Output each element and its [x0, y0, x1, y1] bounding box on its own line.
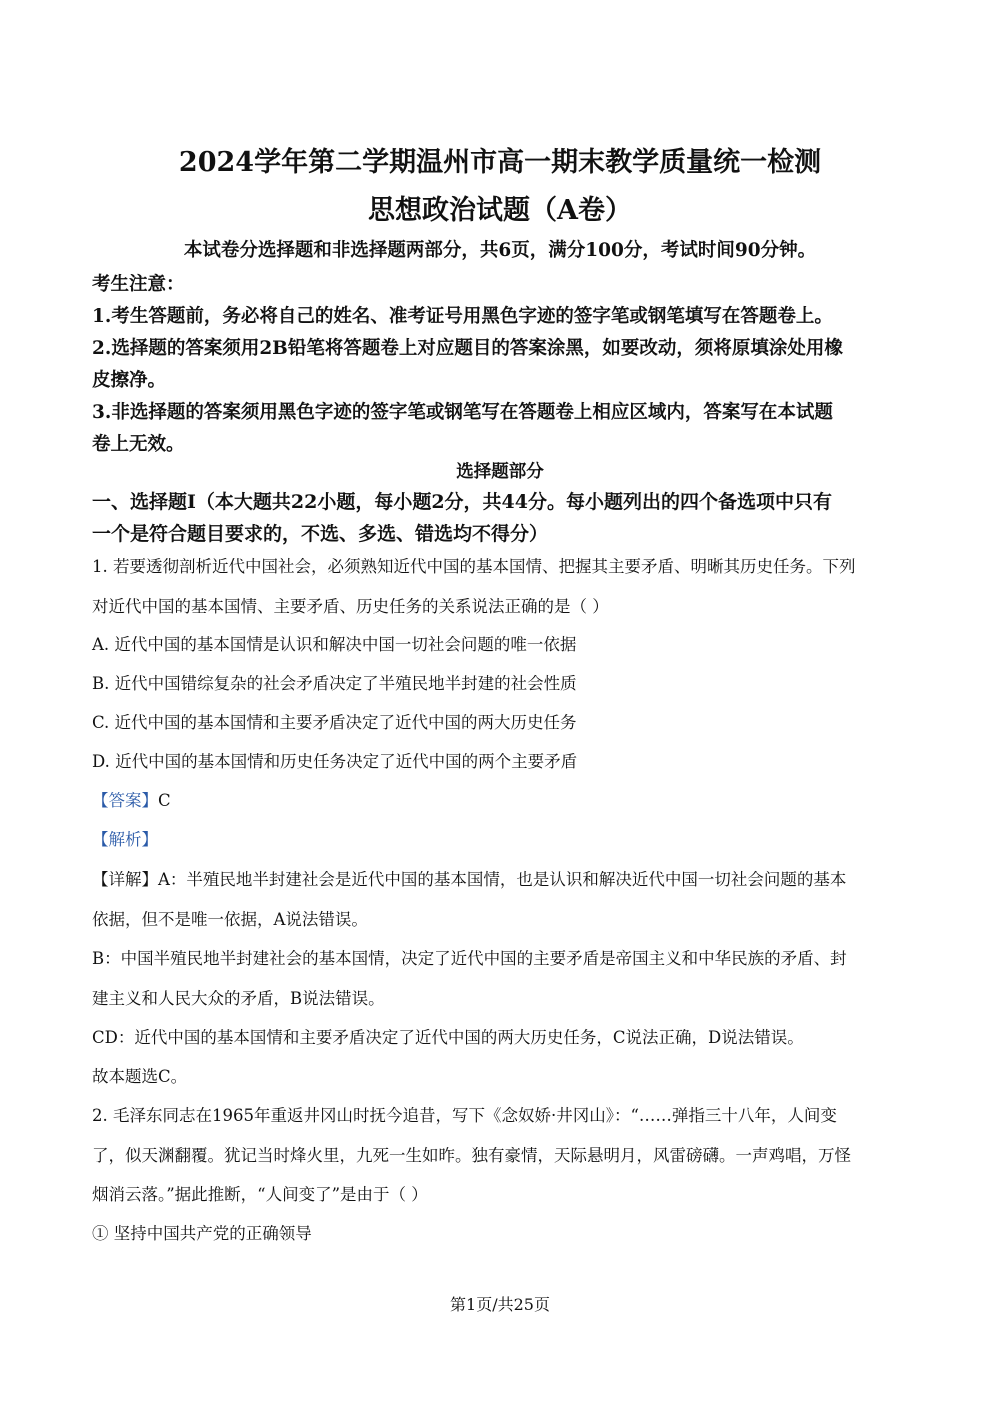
exam-title: 2024学年第二学期温州市高一期末教学质量统一检测 [178, 147, 822, 178]
exam-subtitle: 思想政治试题（A卷） [368, 195, 632, 226]
answer-tag: 【答案】 [92, 791, 158, 810]
answer-value: C [158, 791, 171, 810]
notice-line: 皮擦净。 [92, 370, 167, 391]
answer-line [92, 787, 171, 811]
detail-line: B：中国半殖民地半封建社会的基本国情，决定了近代中国的主要矛盾是帝国主义和中华民族的矛盾、封 [92, 949, 847, 968]
question-2-stem: 2. 毛泽东同志在1965年重返井冈山时抚今追昔，写下《念奴娇·井冈山》：“……弹指三十八年，人间变 [92, 1106, 837, 1125]
question-2-stem: 了，似天渊翻覆。犹记当时烽火里，九死一生如昨。独有豪情，天际悬明月，风雷磅礴。一声鸡唱，万怪 [92, 1146, 851, 1165]
detail-text: A：半殖民地半封建社会是近代中国的基本国情，也是认识和解决近代中国一切社会问题的基本 [158, 870, 847, 889]
question-2-item: ① 坚持中国共产党的正确领导 [92, 1224, 312, 1243]
question-1-option-c: C. 近代中国的基本国情和主要矛盾决定了近代中国的两大历史任务 [92, 713, 577, 732]
section-heading: 一、选择题Ⅰ（本大题共22小题，每小题2分，共44分。每小题列出的四个备选项中只有 [92, 491, 832, 513]
detail-line: 依据，但不是唯一依据，A说法错误。 [92, 910, 368, 929]
notice-line: 3.非选择题的答案须用黑色字迹的签字笔或钢笔写在答题卷上相应区域内，答案写在本试题 [92, 402, 833, 423]
detail-tag: 【详解】 [92, 870, 158, 889]
notice-line: 卷上无效。 [92, 434, 185, 455]
notice-heading: 考生注意： [92, 274, 185, 295]
section-title: 选择题部分 [456, 462, 544, 482]
notice-line: 2.选择题的答案须用2B铅笔将答题卷上对应题目的答案涂黑，如要改动，须将原填涂处用橡 [92, 338, 843, 359]
notice-line: 1.考生答题前，务必将自己的姓名、准考证号用黑色字迹的签字笔或钢笔填写在答题卷上。 [92, 306, 833, 327]
exam-intro: 本试卷分选择题和非选择题两部分，共6页，满分100分，考试时间90分钟。 [183, 240, 817, 261]
question-1-option-a: A. 近代中国的基本国情是认识和解决中国一切社会问题的唯一依据 [92, 635, 577, 654]
detail-line [92, 866, 846, 890]
analysis-tag: 【解析】 [92, 830, 158, 849]
question-1-option-d: D. 近代中国的基本国情和历史任务决定了近代中国的两个主要矛盾 [92, 752, 578, 771]
detail-line: CD：近代中国的基本国情和主要矛盾决定了近代中国的两大历史任务，C说法正确，D说法错误。 [92, 1028, 804, 1047]
question-2-stem: 烟消云落。”据此推断，“人间变了”是由于（ ） [92, 1185, 428, 1204]
page-footer: 第1页/共25页 [450, 1295, 550, 1314]
section-heading: 一个是符合题目要求的，不选、多选、错选均不得分） [92, 523, 549, 545]
detail-line: 故本题选C。 [92, 1067, 188, 1086]
question-1-option-b: B. 近代中国错综复杂的社会矛盾决定了半殖民地半封建的社会性质 [92, 674, 577, 693]
question-1-stem: 对近代中国的基本国情、主要矛盾、历史任务的关系说法正确的是（ ） [92, 597, 609, 616]
question-1-stem: 1. 若要透彻剖析近代中国社会，必须熟知近代中国的基本国情、把握其主要矛盾、明晰其历史任务。下列 [92, 557, 856, 576]
detail-line: 建主义和人民大众的矛盾，B说法错误。 [92, 989, 385, 1008]
